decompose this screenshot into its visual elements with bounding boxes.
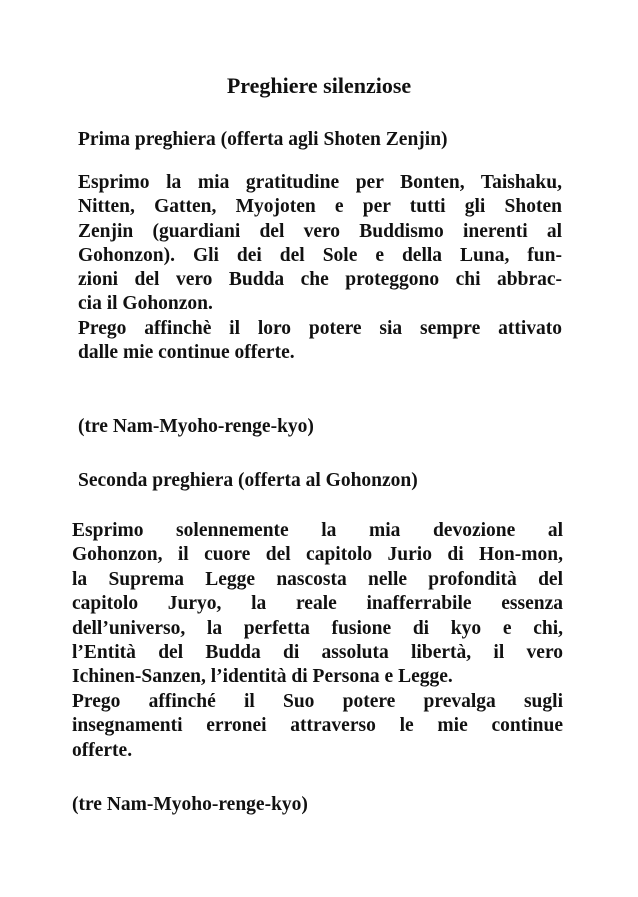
first-prayer-line: Prego affinchè il loro potere sia sempre attivato — [78, 317, 562, 339]
first-prayer-line: zioni del vero Budda che proteggono chi abbrac- — [78, 269, 562, 291]
first-prayer-repeat: (tre Nam-Myoho-renge-kyo) — [78, 416, 314, 437]
second-prayer-text — [72, 519, 563, 763]
second-prayer-line: capitolo Juryo, la reale inafferrabile essenza — [72, 593, 563, 615]
second-prayer-line: la Suprema Legge nascosta nelle profondità del — [72, 568, 563, 590]
first-prayer-line: dalle mie continue offerte. — [78, 342, 295, 364]
second-prayer-line: Esprimo solennemente la mia devozione al — [72, 520, 563, 541]
second-prayer-line: l’Entità del Budda di assoluta libertà, il vero — [72, 641, 563, 663]
first-prayer-line: Nitten, Gatten, Myojoten e per tutti gli Shoten — [78, 196, 562, 218]
second-prayer-heading: Seconda preghiera (offerta al Gohonzon) — [78, 470, 418, 491]
second-prayer-line: Prego affinché il Suo potere prevalga sugli — [72, 690, 563, 712]
second-prayer-line: Gohonzon, il cuore del capitolo Jurio di Hon-mon, — [72, 544, 563, 566]
first-prayer-line: Zenjin (guardiani del vero Buddismo inerenti al — [78, 220, 562, 242]
first-prayer-line: Esprimo la mia gratitudine per Bonten, Taishaku, — [78, 172, 562, 193]
second-prayer-repeat: (tre Nam-Myoho-renge-kyo) — [72, 794, 308, 815]
second-prayer-line: offerte. — [72, 739, 133, 761]
second-prayer-line: insegnamenti erronei attraverso le mie continue — [72, 715, 563, 737]
page-title: Preghiere silenziose — [226, 73, 412, 98]
first-prayer-line: Gohonzon). Gli dei del Sole e della Luna, fun- — [78, 244, 562, 266]
first-prayer-line: cia il Gohonzon. — [78, 293, 213, 315]
second-prayer-line: dell’universo, la perfetta fusione di kyo e chi, — [72, 617, 563, 639]
first-prayer-heading: Prima preghiera (offerta agli Shoten Zenjin) — [78, 129, 448, 150]
second-prayer-line: Ichinen-Sanzen, l’identità di Persona e Legge. — [72, 666, 453, 688]
first-prayer-text — [78, 171, 562, 365]
